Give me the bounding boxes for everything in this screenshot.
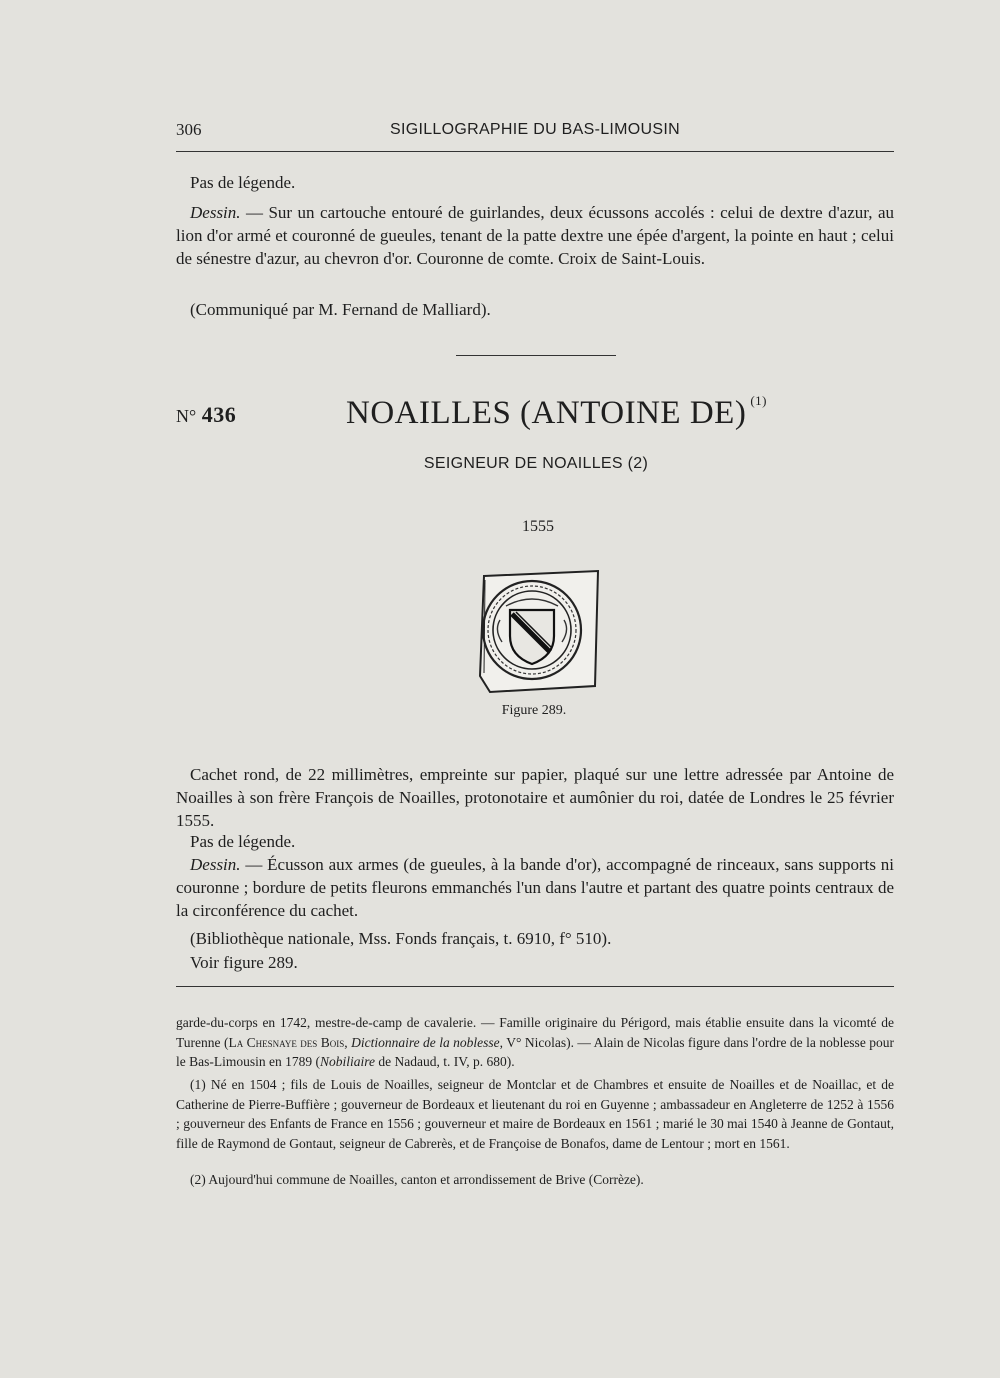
footnote-2: (2) Aujourd'hui commune de Noailles, canton et arrondissement de Brive (Corrèze).	[190, 1172, 644, 1187]
seal-figure	[470, 568, 602, 700]
previous-drawing-label: Dessin.	[190, 203, 241, 222]
entry-title-text: NOAILLES (ANTOINE DE)	[346, 395, 747, 431]
entry-drawing-label: Dessin.	[190, 855, 241, 874]
entry-legend: Pas de légende.	[190, 832, 296, 851]
entry-number-value: 436	[201, 402, 237, 427]
entry-number-prefix: N°	[176, 406, 197, 426]
entry-title-note: (1)	[750, 393, 767, 408]
header-rule	[176, 151, 894, 152]
previous-drawing-paragraph	[176, 201, 894, 270]
entry-drawing-paragraph	[176, 853, 894, 922]
entry-year	[0, 518, 1000, 536]
entry-title	[346, 393, 767, 432]
footnote-rule	[176, 986, 894, 987]
running-title: SIGILLOGRAPHIE DU BAS-LIMOUSIN	[390, 121, 680, 138]
entry-see-figure: Voir figure 289.	[190, 953, 298, 972]
footnote-continued	[176, 1013, 894, 1072]
entry-subtitle	[0, 455, 1000, 473]
entry-subtitle-text: SEIGNEUR DE NOAILLES (2)	[423, 455, 649, 472]
previous-legend: Pas de légende.	[190, 173, 296, 192]
footnote-continued-text-a: garde-du-corps en 1742, mestre-de-camp de cavalerie. — Famille originaire du Périgord, mais établie ensuite dans la vicomté de Turenne (	[176, 1015, 894, 1050]
entry-number	[176, 402, 236, 428]
figure-caption-text: Figure 289.	[501, 703, 567, 718]
previous-drawing-text: — Sur un cartouche entouré de guirlandes, deux écussons accolés : celui de dextre d'azur, au lion d'or armé et couronné de gueules, tenant de la patte dextre une épée d'argent, la pointe en haut ; celui de sénestre d'azur, au chevron d'or. Couronne de comte. Croix de Saint-Louis.	[176, 203, 894, 268]
footnote-1: (1) Né en 1504 ; fils de Louis de Noailles, seigneur de Montclar et de Chambres et ensuite de Noailles et de Noaillac, et de Catherine de Pierre-Buffière ; gouverneur de Bordeaux et lieutenant du roi en Guyenne ; ambassadeur en Angleterre de 1252 à 1556 ; gouverneur des Enfants de France en 1556 ; gouverneur et maire de Bordeaux en 1561 ; marié le 30 mai 1540 à Jeanne de Gontaut, fille de Raymond de Gontaut, seigneur de Cabrerès, et de Françoise de Bonafos, dame de Lentour ; mort en 1561.	[176, 1077, 894, 1151]
entry-year-text: 1555	[522, 518, 554, 535]
entry-source: (Bibliothèque nationale, Mss. Fonds français, t. 6910, f° 510).	[190, 929, 612, 948]
entry-separator	[456, 355, 616, 356]
figure-caption	[0, 703, 1000, 719]
footnote-continued-author: La Chesnaye des Bois	[228, 1034, 345, 1050]
running-header	[176, 118, 894, 146]
entry-description: Cachet rond, de 22 millimètres, empreinte sur papier, plaqué sur une lettre adressée par Antoine de Noailles à son frère François de Noailles, protonotaire et aumônier du roi, datée de Londres le 25 février 1555.	[176, 765, 894, 830]
footnote-continued-text-b: ,	[344, 1034, 352, 1050]
footnote-continued-work-2: Nobiliaire	[319, 1054, 375, 1069]
footnote-continued-work: Dictionnaire de la noblesse	[351, 1034, 500, 1050]
entry-drawing-text: — Écusson aux armes (de gueules, à la bande d'or), accompagné de rinceaux, sans supports ni couronne ; bordure de petits fleurons emmanchés l'un dans l'autre et partant des quatre points centraux de la circonférence du cachet.	[176, 855, 894, 920]
footnote-continued-text-c: , V° Nicolas). — Alain de Nicolas figure dans l'ordre de la noblesse pour le Bas-Limousin en 1789 (	[176, 1034, 895, 1069]
footnote-continued-text-d: de Nadaud, t. IV, p. 680).	[375, 1054, 515, 1069]
previous-source: (Communiqué par M. Fernand de Malliard).	[190, 300, 491, 319]
page-number: 306	[176, 120, 202, 139]
